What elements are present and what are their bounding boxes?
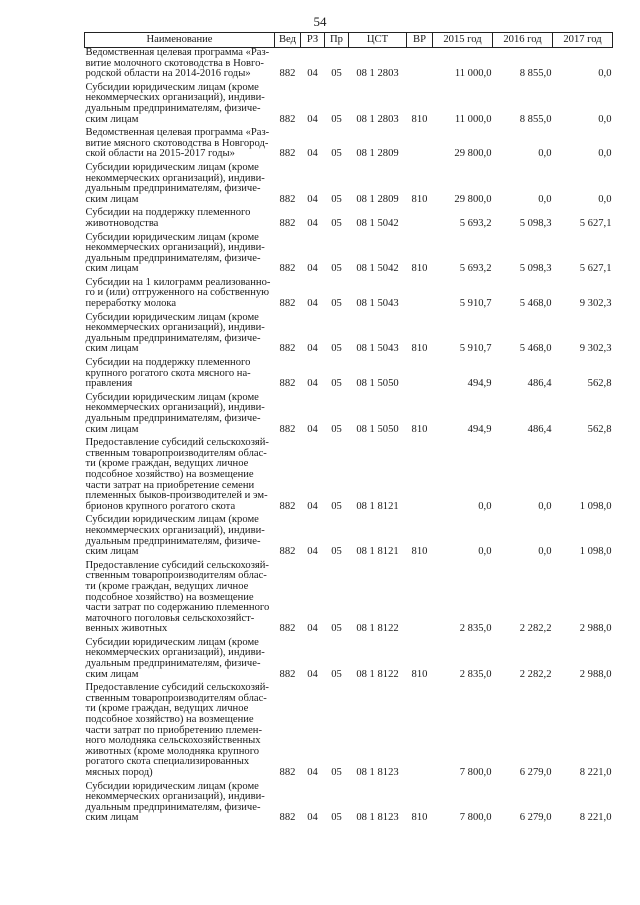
row-ved: 882	[279, 812, 296, 824]
table-row	[85, 278, 613, 310]
row-rz: 04	[307, 148, 318, 160]
row-vr: 810	[411, 263, 428, 275]
row-pr: 05	[331, 217, 342, 229]
row-pr: 05	[331, 423, 342, 435]
row-pr: 05	[331, 298, 342, 310]
row-vr	[407, 278, 433, 310]
row-2016: 6 279,0	[519, 812, 552, 824]
table-row	[85, 358, 613, 390]
header-cst: ЦСТ	[349, 33, 407, 48]
table-row	[85, 313, 613, 355]
row-ved: 882	[279, 767, 296, 778]
row-vr: 810	[411, 193, 428, 205]
row-2015: 5 910,7	[459, 343, 492, 355]
row-2016: 2 282,2	[519, 623, 552, 635]
row-name: Субсидии на поддержку племенного животноводства	[85, 207, 251, 229]
row-cst: 08 1 5042	[356, 217, 399, 229]
page-number: 54	[313, 14, 327, 29]
table-row	[85, 515, 613, 557]
table-row	[85, 163, 613, 205]
row-2016: 5 098,3	[519, 217, 552, 229]
row-rz: 04	[307, 500, 318, 512]
row-rz: 04	[307, 546, 318, 558]
row-2016: 2 282,2	[519, 668, 552, 680]
row-rz: 04	[307, 668, 318, 680]
row-pr: 05	[331, 668, 342, 680]
row-2017: 0,0	[598, 113, 612, 125]
row-2016: 5 468,0	[519, 298, 552, 310]
header-vr: ВР	[407, 33, 433, 48]
row-ved: 882	[279, 68, 296, 80]
header-rz: РЗ	[301, 33, 325, 48]
header-name: Наименование	[85, 33, 275, 48]
table-row	[85, 233, 613, 275]
row-name: Субсидии юридическим лицам (кроме некоммерческих организаций), индиви- дуальным предпринимателям, физиче- ским лицам	[85, 514, 265, 558]
row-2017: 9 302,3	[579, 298, 612, 310]
row-2016: 486,4	[527, 378, 552, 390]
row-2016: 0,0	[538, 500, 552, 512]
table-row	[85, 683, 613, 778]
row-pr: 05	[331, 378, 342, 390]
row-rz: 04	[307, 623, 318, 635]
table-row	[85, 438, 613, 512]
row-2015: 2 835,0	[459, 623, 492, 635]
row-2016: 0,0	[538, 193, 552, 205]
row-2015: 0,0	[478, 546, 492, 558]
row-rz: 04	[307, 767, 318, 778]
row-name: Субсидии на 1 килограмм реализованно- го и (или) отгруженного на собственную переработку молока	[85, 276, 271, 310]
table-row	[85, 561, 613, 635]
row-2015: 7 800,0	[459, 812, 492, 824]
row-ved: 882	[279, 193, 296, 205]
budget-table	[84, 32, 613, 824]
row-cst: 08 1 8121	[356, 500, 399, 512]
row-name: Предоставление субсидий сельскохозяй- ственным товаропроизводителям облас- ти (кроме граждан, ведущих личное подсобное хозяйство) на возмещение части затрат по содержанию племенного маточного поголовья сельскохозяйст- венных животных	[85, 559, 270, 635]
row-pr: 05	[331, 148, 342, 160]
row-vr	[407, 438, 433, 512]
row-2016: 5 468,0	[519, 343, 552, 355]
row-name: Субсидии юридическим лицам (кроме некоммерческих организаций), индиви- дуальным предпринимателям, физиче- ским лицам	[85, 636, 265, 680]
row-pr: 05	[331, 113, 342, 125]
row-name: Субсидии юридическим лицам (кроме некоммерческих организаций), индиви- дуальным предпринимателям, физиче- ским лицам	[85, 231, 265, 275]
row-pr: 05	[331, 812, 342, 824]
table-row	[85, 782, 613, 824]
row-rz: 04	[307, 378, 318, 390]
row-pr: 05	[331, 546, 342, 558]
table-row	[85, 393, 613, 435]
row-ved: 882	[279, 623, 296, 635]
row-name: Ведомственная целевая программа «Раз- витие молочного скотоводства в Новго- родской области на 2014-2016 годы»	[85, 47, 270, 80]
row-ved: 882	[279, 148, 296, 160]
row-cst: 08 1 8123	[356, 767, 399, 778]
row-pr: 05	[331, 193, 342, 205]
row-name: Субсидии юридическим лицам (кроме некоммерческих организаций), индиви- дуальным предпринимателям, физиче- ским лицам	[85, 81, 265, 125]
row-2015: 5 910,7	[459, 298, 492, 310]
row-name: Предоставление субсидий сельскохозяй- ственным товаропроизводителям облас- ти (кроме граждан, ведущих личное подсобное хозяйство) на возмещение части затрат на приобретение семени племенных быков-производителей и эм- брионов крупного рогатого скота	[85, 437, 269, 512]
row-ved: 882	[279, 343, 296, 355]
row-ved: 882	[279, 546, 296, 558]
row-ved: 882	[279, 500, 296, 512]
row-pr: 05	[331, 263, 342, 275]
row-cst: 08 1 8121	[356, 546, 399, 558]
row-2017: 0,0	[598, 148, 612, 160]
row-vr: 810	[411, 546, 428, 558]
row-ved: 882	[279, 298, 296, 310]
row-rz: 04	[307, 217, 318, 229]
row-name: Субсидии юридическим лицам (кроме некоммерческих организаций), индиви- дуальным предпринимателям, физиче- ским лицам	[85, 161, 265, 205]
row-2017: 5 627,1	[579, 217, 612, 229]
row-2017: 562,8	[587, 378, 612, 390]
header-2016: 2016 год	[493, 33, 553, 48]
row-rz: 04	[307, 68, 318, 80]
row-vr: 810	[411, 423, 428, 435]
row-2016: 0,0	[538, 148, 552, 160]
row-2015: 0,0	[478, 500, 492, 512]
row-2017: 2 988,0	[579, 668, 612, 680]
row-name: Субсидии юридическим лицам (кроме некоммерческих организаций), индиви- дуальным предпринимателям, физиче- ским лицам	[85, 391, 265, 435]
row-cst: 08 1 8122	[356, 668, 399, 680]
row-ved: 882	[279, 217, 296, 229]
row-pr: 05	[331, 767, 342, 778]
row-2016: 0,0	[538, 546, 552, 558]
row-vr: 810	[411, 113, 428, 125]
table-header	[85, 33, 613, 48]
row-name: Ведомственная целевая программа «Раз- витие мясного скотоводства в Новгород- ской области на 2015-2017 годы»	[85, 127, 270, 160]
row-2017: 1 098,0	[579, 500, 612, 512]
row-name: Субсидии юридическим лицам (кроме некоммерческих организаций), индиви- дуальным предпринимателям, физиче- ским лицам	[85, 780, 265, 824]
row-pr: 05	[331, 500, 342, 512]
row-ved: 882	[279, 668, 296, 680]
row-cst: 08 1 2803	[356, 68, 399, 80]
row-2016: 6 279,0	[519, 767, 552, 778]
table-row	[85, 48, 613, 80]
row-cst: 08 1 5043	[356, 343, 399, 355]
row-2015: 29 800,0	[454, 148, 492, 160]
header-ved: Вед	[275, 33, 301, 48]
row-ved: 882	[279, 113, 296, 125]
table-row	[85, 208, 613, 229]
row-2015: 11 000,0	[454, 113, 492, 125]
row-vr: 810	[411, 668, 428, 680]
row-2015: 29 800,0	[454, 193, 492, 205]
row-2015: 7 800,0	[459, 767, 492, 778]
row-cst: 08 1 8122	[356, 623, 399, 635]
row-vr: 810	[411, 812, 428, 824]
row-cst: 08 1 8123	[356, 812, 399, 824]
row-name: Субсидии юридическим лицам (кроме некоммерческих организаций), индиви- дуальным предпринимателям, физиче- ским лицам	[85, 311, 265, 355]
row-2017: 5 627,1	[579, 263, 612, 275]
row-2015: 494,9	[467, 378, 492, 390]
table-body	[85, 48, 613, 824]
header-pr: Пр	[325, 33, 349, 48]
row-cst: 08 1 5050	[356, 423, 399, 435]
row-2016: 5 098,3	[519, 263, 552, 275]
row-pr: 05	[331, 343, 342, 355]
header-2017: 2017 год	[553, 33, 613, 48]
row-2015: 494,9	[467, 423, 492, 435]
row-vr	[407, 561, 433, 635]
row-cst: 08 1 5043	[356, 298, 399, 310]
row-2015: 5 693,2	[459, 263, 492, 275]
row-rz: 04	[307, 343, 318, 355]
row-2017: 8 221,0	[579, 812, 612, 824]
row-name: Предоставление субсидий сельскохозяй- ственным товаропроизводителям облас- ти (кроме граждан, ведущих личное подсобное хозяйство) на возмещение части затрат по приобретению племен- ного молодняка сельскохозяйственных животных (кроме молодняка крупного рогатого скота специализированных мясных пород)	[85, 682, 269, 778]
row-vr	[407, 208, 433, 229]
row-rz: 04	[307, 423, 318, 435]
row-2017: 1 098,0	[579, 546, 612, 558]
row-2016: 8 855,0	[519, 113, 552, 125]
row-vr	[407, 683, 433, 778]
table-row	[85, 638, 613, 680]
row-rz: 04	[307, 298, 318, 310]
row-2017: 0,0	[598, 193, 612, 205]
row-vr	[407, 48, 433, 80]
row-vr: 810	[411, 343, 428, 355]
row-2016: 486,4	[527, 423, 552, 435]
row-cst: 08 1 5042	[356, 263, 399, 275]
header-2015: 2015 год	[433, 33, 493, 48]
row-rz: 04	[307, 263, 318, 275]
row-ved: 882	[279, 378, 296, 390]
row-ved: 882	[279, 263, 296, 275]
row-cst: 08 1 5050	[356, 378, 399, 390]
row-rz: 04	[307, 193, 318, 205]
row-2017: 8 221,0	[579, 767, 612, 778]
row-2015: 5 693,2	[459, 217, 492, 229]
row-cst: 08 1 2809	[356, 193, 399, 205]
row-ved: 882	[279, 423, 296, 435]
row-rz: 04	[307, 113, 318, 125]
row-2016: 8 855,0	[519, 68, 552, 80]
table-row	[85, 128, 613, 160]
row-name: Субсидии на поддержку племенного крупного рогатого скота мясного на- правления	[85, 357, 251, 390]
table-row	[85, 83, 613, 125]
row-vr	[407, 358, 433, 390]
row-2015: 2 835,0	[459, 668, 492, 680]
row-pr: 05	[331, 68, 342, 80]
row-rz: 04	[307, 812, 318, 824]
row-vr	[407, 128, 433, 160]
row-2015: 11 000,0	[454, 68, 492, 80]
row-pr: 05	[331, 623, 342, 635]
row-2017: 562,8	[587, 423, 612, 435]
row-2017: 9 302,3	[579, 343, 612, 355]
row-2017: 2 988,0	[579, 623, 612, 635]
row-2017: 0,0	[598, 68, 612, 80]
row-cst: 08 1 2809	[356, 148, 399, 160]
row-cst: 08 1 2803	[356, 113, 399, 125]
